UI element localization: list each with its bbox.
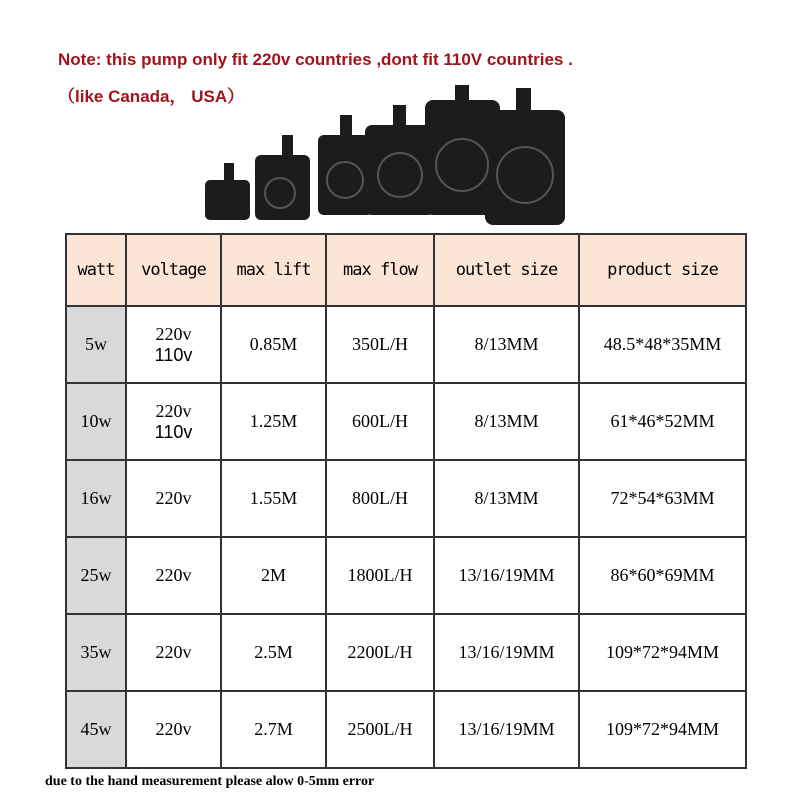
cell-watt: 16w	[66, 460, 126, 537]
cell-lift: 2.7M	[221, 691, 326, 768]
table-row	[66, 460, 746, 537]
cell-voltage	[126, 383, 221, 460]
header-max-lift: max lift	[221, 234, 326, 306]
cell-lift: 2.5M	[221, 614, 326, 691]
cell-outlet: 8/13MM	[434, 460, 579, 537]
cell-watt: 10w	[66, 383, 126, 460]
table-header-row	[66, 234, 746, 306]
header-product-size: product size	[579, 234, 746, 306]
table-row	[66, 691, 746, 768]
cell-outlet: 13/16/19MM	[434, 691, 579, 768]
header-voltage: voltage	[126, 234, 221, 306]
voltage-value: 220v	[155, 565, 192, 585]
cell-outlet: 8/13MM	[434, 383, 579, 460]
cell-size: 72*54*63MM	[579, 460, 746, 537]
cell-flow: 2200L/H	[326, 614, 434, 691]
header-outlet-size: outlet size	[434, 234, 579, 306]
cell-voltage	[126, 691, 221, 768]
cell-watt: 25w	[66, 537, 126, 614]
voltage-note-countries: （like Canada， USA）	[58, 87, 245, 106]
cell-size: 61*46*52MM	[579, 383, 746, 460]
voltage-value: 110v	[154, 421, 193, 442]
cell-size: 48.5*48*35MM	[579, 306, 746, 383]
pump-spec-table	[65, 233, 747, 769]
cell-flow: 800L/H	[326, 460, 434, 537]
voltage-value: 220v	[155, 323, 192, 344]
cell-lift: 2M	[221, 537, 326, 614]
voltage-value: 220v	[155, 400, 192, 421]
cell-size: 109*72*94MM	[579, 614, 746, 691]
measurement-disclaimer: due to the hand measurement please alow 0-5mm error	[45, 774, 375, 789]
cell-flow: 1800L/H	[326, 537, 434, 614]
table-row	[66, 383, 746, 460]
table-row	[66, 306, 746, 383]
header-max-flow: max flow	[326, 234, 434, 306]
table-row	[66, 537, 746, 614]
cell-lift: 1.55M	[221, 460, 326, 537]
cell-lift: 1.25M	[221, 383, 326, 460]
voltage-note: Note: this pump only fit 220v countries ,dont fit 110V countries .	[58, 50, 573, 69]
cell-voltage	[126, 614, 221, 691]
cell-outlet: 8/13MM	[434, 306, 579, 383]
header-watt: watt	[66, 234, 126, 306]
cell-outlet: 13/16/19MM	[434, 537, 579, 614]
cell-flow: 350L/H	[326, 306, 434, 383]
cell-watt: 45w	[66, 691, 126, 768]
cell-size: 109*72*94MM	[579, 691, 746, 768]
cell-outlet: 13/16/19MM	[434, 614, 579, 691]
cell-voltage	[126, 537, 221, 614]
voltage-value: 110v	[154, 344, 193, 365]
table-row	[66, 614, 746, 691]
cell-watt: 5w	[66, 306, 126, 383]
cell-voltage	[126, 306, 221, 383]
cell-size: 86*60*69MM	[579, 537, 746, 614]
cell-voltage	[126, 460, 221, 537]
cell-watt: 35w	[66, 614, 126, 691]
voltage-value: 220v	[155, 488, 192, 508]
voltage-value: 220v	[155, 719, 192, 739]
voltage-value: 220v	[155, 642, 192, 662]
cell-lift: 0.85M	[221, 306, 326, 383]
pump-product-photo	[200, 85, 570, 230]
cell-flow: 2500L/H	[326, 691, 434, 768]
cell-flow: 600L/H	[326, 383, 434, 460]
